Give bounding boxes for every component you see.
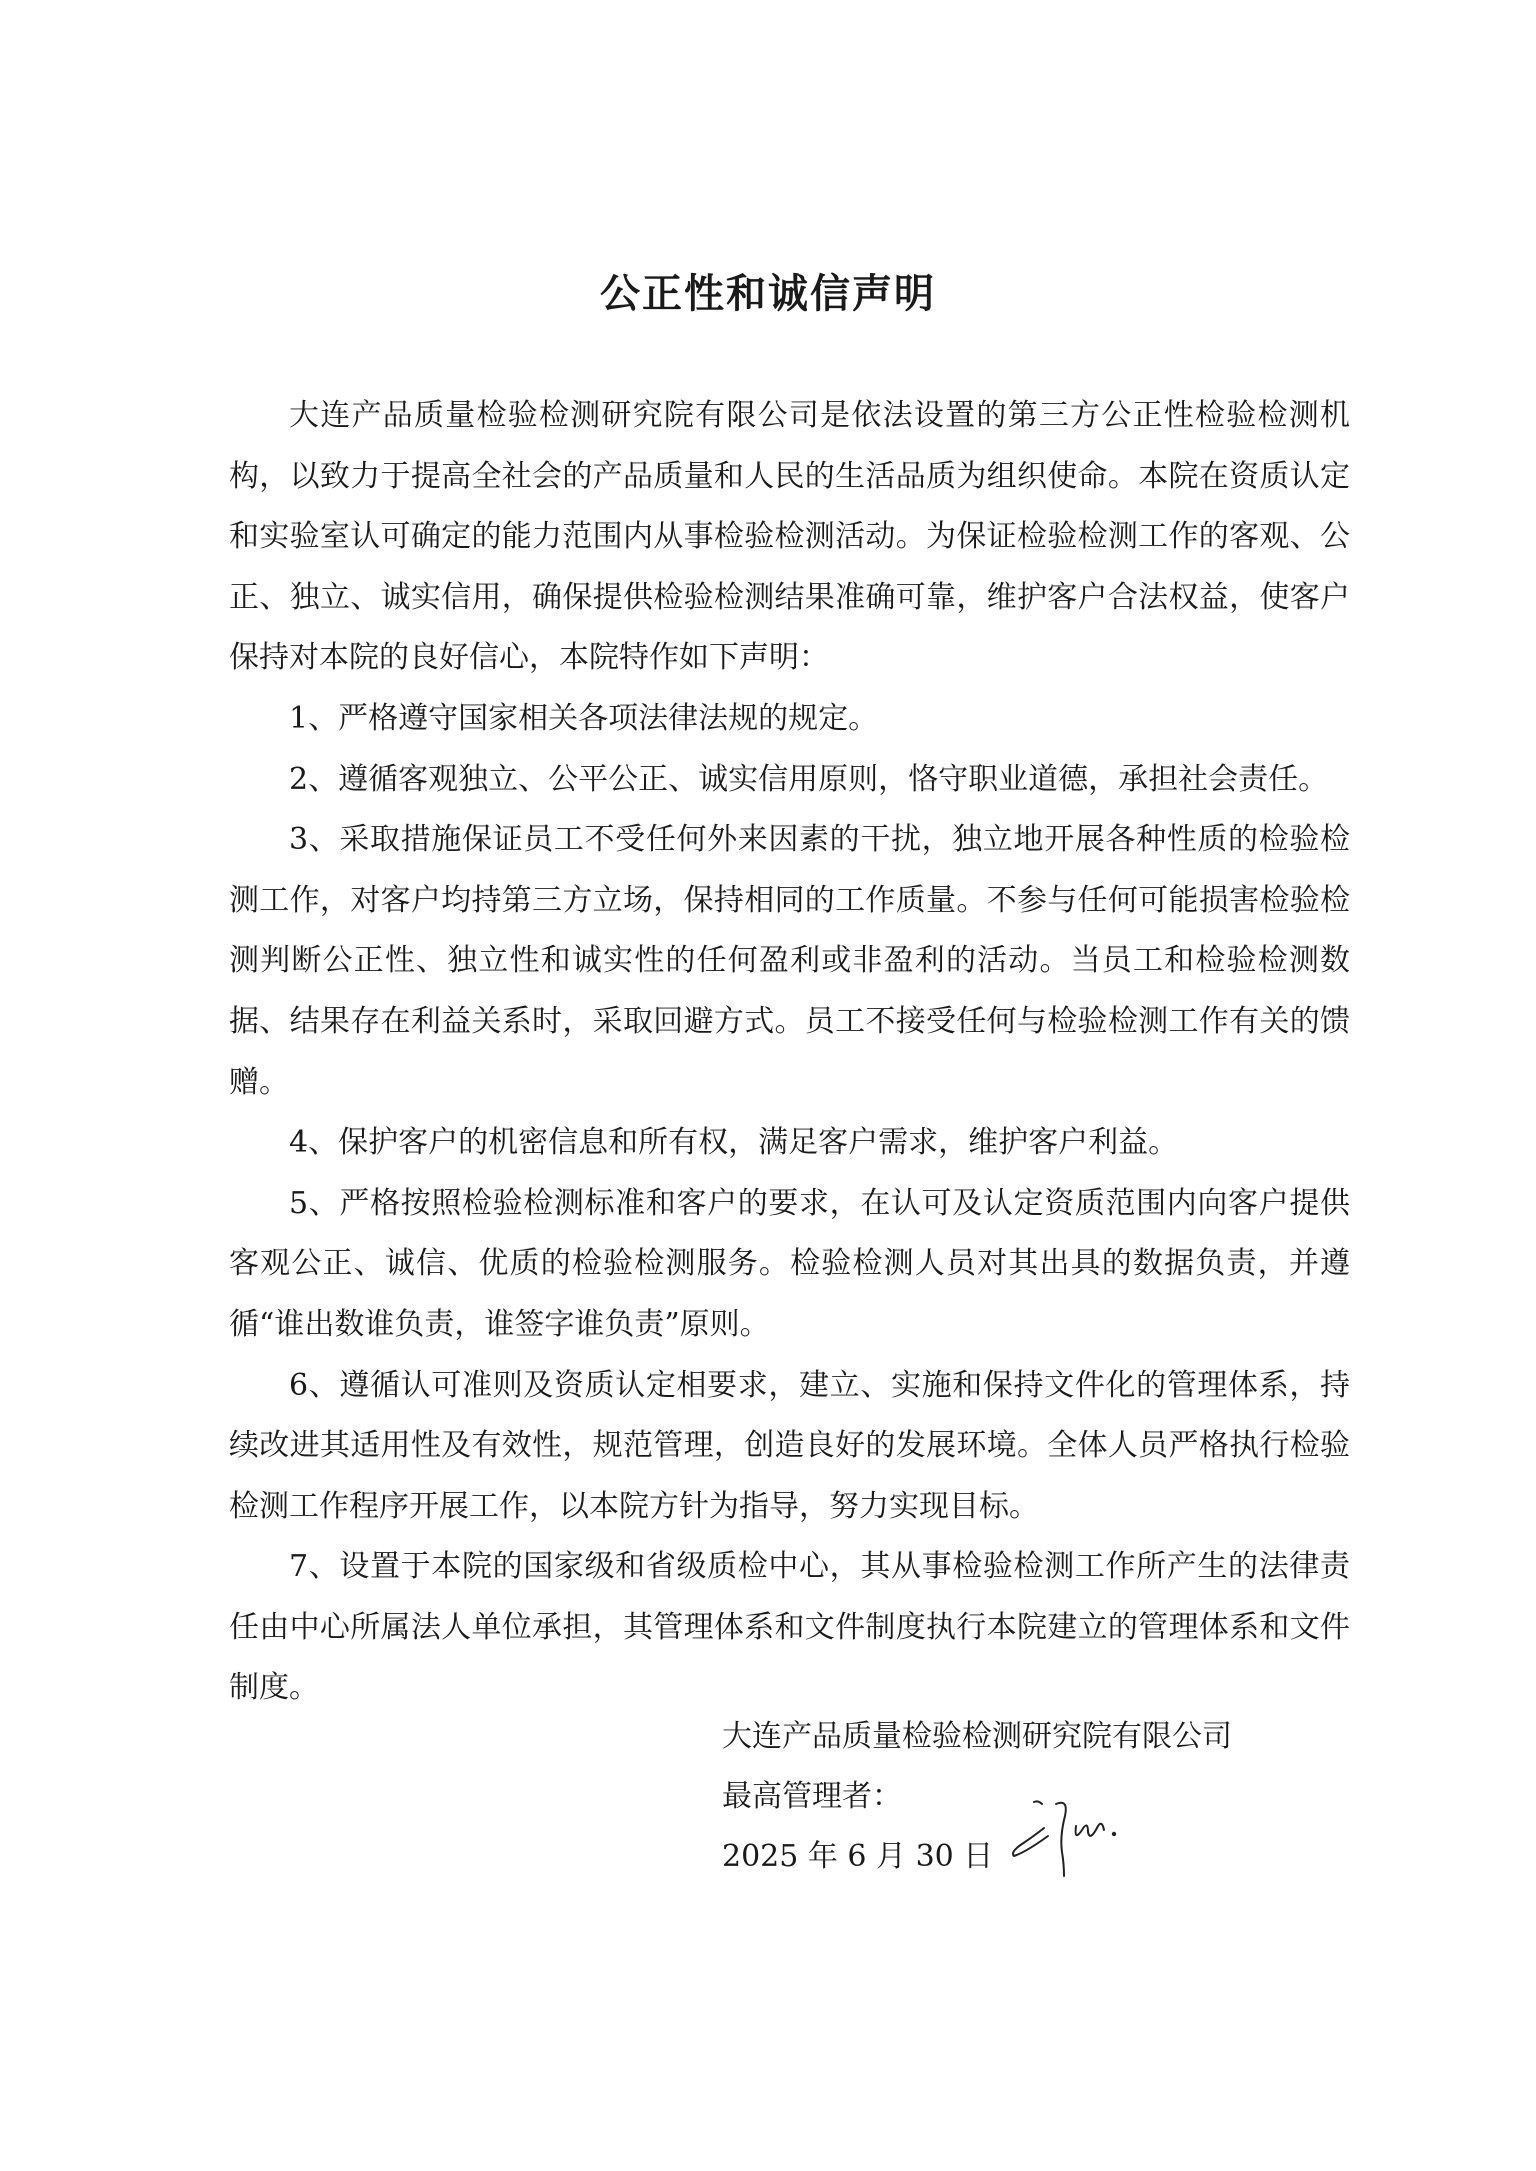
clause-paragraph: 2、遵循客观独立、公平公正、诚实信用原则，恪守职业道德，承担社会责任。 <box>289 761 1329 797</box>
clause-paragraph: 7、设置于本院的国家级和省级质检中心，其从事检验检测工作所产生的法律责任由中心所属法人单位承担，其管理体系和文件制度执行本院建立的管理体系和文件制度。 <box>229 1549 1350 1706</box>
signature-block <box>722 1707 1232 1887</box>
clause-paragraph: 3、采取措施保证员工不受任何外来因素的干扰，独立地开展各种性质的检验检测工作，对客户均持第三方立场，保持相同的工作质量。不参与任何可能损害检验检测判断公正性、独立性和诚实性的任何盈利或非盈利的活动。当员工和检验检测数据、结果存在利益关系时，采取回避方式。员工不接受任何与检验检测工作有关的馈赠。 <box>229 822 1350 1100</box>
manager-label: 最高管理者： <box>722 1779 902 1814</box>
intro-paragraph: 大连产品质量检验检测研究院有限公司是依法设置的第三方公正性检验检测机构，以致力于提高全社会的产品质量和人民的生活品质为组织使命。本院在资质认定和实验室认可确定的能力范围内从事检验检测活动。为保证检验检测工作的客观、公正、独立、诚实信用，确保提供检验检测结果准确可靠，维护客户合法权益，使客户保持对本院的良好信心，本院特作如下声明： <box>229 398 1350 676</box>
handwritten-signature <box>1004 1790 1154 1890</box>
statement-body <box>229 386 1350 1719</box>
issue-date: 2025 年 6 月 30 日 <box>722 1839 994 1874</box>
issuer-organization: 大连产品质量检验检测研究院有限公司 <box>722 1719 1232 1754</box>
clause-paragraph: 6、遵循认可准则及资质认定相要求，建立、实施和保持文件化的管理体系，持续改进其适用性及有效性，规范管理，创造良好的发展环境。全体人员严格执行检验检测工作程序开展工作，以本院方针为指导，努力实现目标。 <box>229 1367 1350 1524</box>
page-title: 公正性和诚信声明 <box>600 271 936 317</box>
clause-paragraph: 4、保护客户的机密信息和所有权，满足客户需求，维护客户利益。 <box>289 1125 1179 1161</box>
clause-paragraph: 1、严格遵守国家相关各项法律法规的规定。 <box>289 700 879 736</box>
clause-paragraph: 5、严格按照检验检测标准和客户的要求，在认可及认定资质范围内向客户提供客观公正、诚信、优质的检验检测服务。检验检测人员对其出具的数据负责，并遵循“谁出数谁负责，谁签字谁负责”原则。 <box>229 1185 1350 1342</box>
